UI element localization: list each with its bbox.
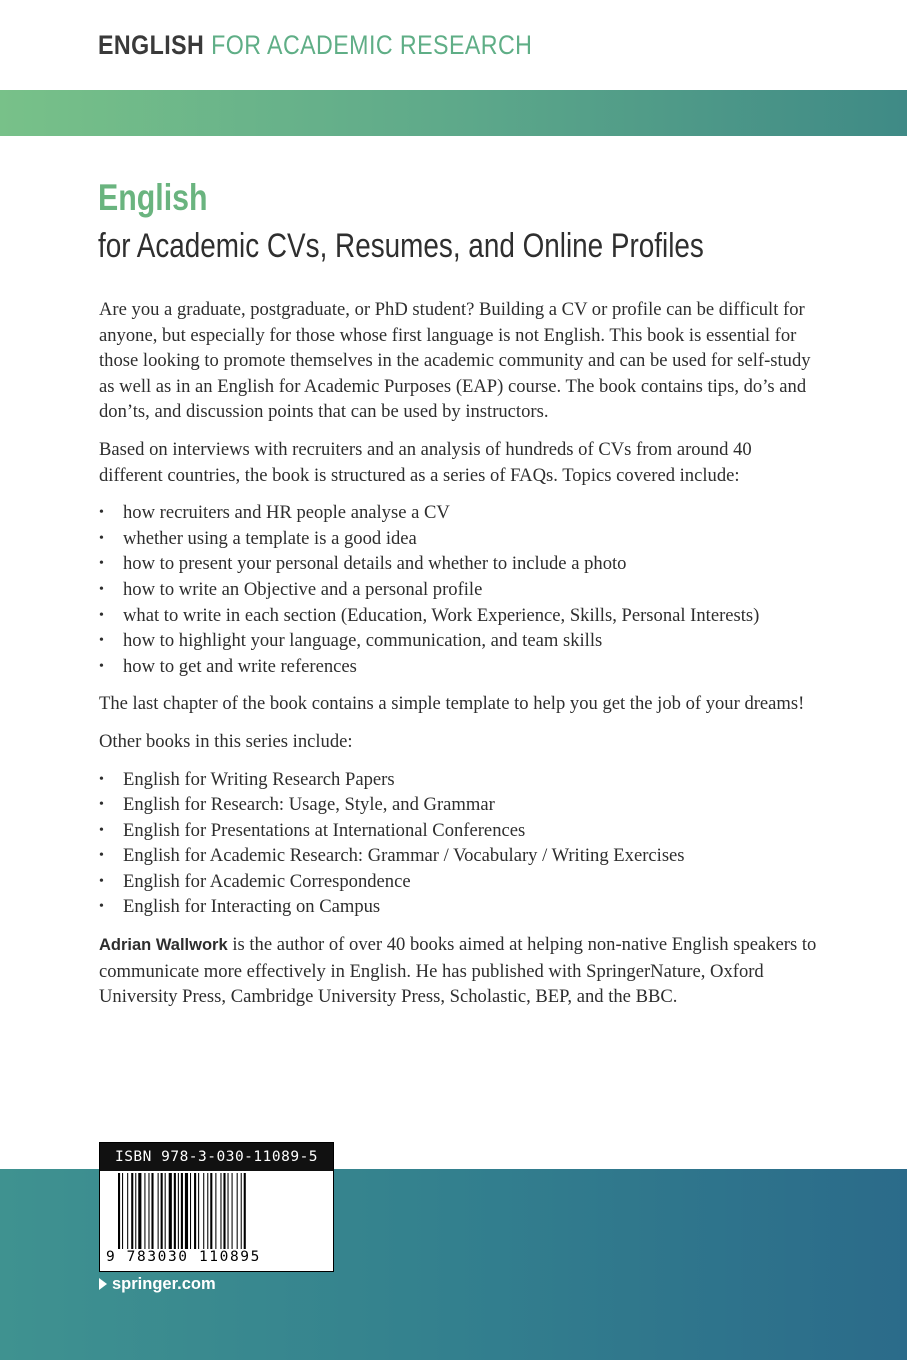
series-word-rest: FOR ACADEMIC RESEARCH [211,30,533,60]
list-item: • English for Research: Usage, Style, and Grammar [99,792,819,818]
barcode-bar [241,1173,242,1249]
barcode-bar [244,1173,246,1249]
author-bio-text: is the author of over 40 books aimed at helping non-native English speakers to communicate more effectively in English. He has published with SpringerNature, Oxford University Press, Cambridge University Press, Scholastic, BEP, and the BBC. [99,934,817,1008]
list-item: • how to highlight your language, communication, and team skills [99,628,819,654]
list-item: • English for Interacting on Campus [99,894,819,920]
barcode-bar [122,1173,123,1249]
list-item: • English for Writing Research Papers [99,767,819,793]
barcode-bar [181,1173,183,1249]
book-title: English [98,177,208,218]
other-books-list [99,767,819,921]
top-color-band [0,90,907,136]
topics-list [99,500,819,679]
barcode-bar [138,1173,141,1249]
play-arrow-icon [99,1278,107,1290]
barcode-digits: 9 783030 110895 [106,1249,261,1265]
barcode [99,1142,334,1272]
book-subtitle: for Academic CVs, Resumes, and Online Profiles [98,227,704,265]
author-name: Adrian Wallwork [99,936,228,955]
barcode-bar [237,1173,238,1249]
barcode-bar [232,1173,233,1249]
barcode-bar [144,1173,145,1249]
barcode-bar [215,1173,216,1249]
barcode-bar [131,1173,133,1249]
back-cover-body [99,297,819,1022]
intro-paragraph-2: Based on interviews with recruiters and an analysis of hundreds of CVs from around 40 different countries, the book is structured as a series of FAQs. Topics covered include: [99,438,752,486]
closing-paragraph: The last chapter of the book contains a simple template to help you get the job of your dreams! [99,693,805,715]
intro-paragraph-1: Are you a graduate, postgraduate, or PhD student? Building a CV or profile can be difficult for anyone, but especially for those whose first language is not English. This book is essential for those looking to promote themselves in the academic community and can be used for self-study as well as in an English for Academic Purposes (EAP) course. The book contains tips, do’s and don’ts, and discussion points that can be used by instructors. [99,299,811,423]
barcode-bar [169,1173,172,1249]
isbn-label: ISBN 978-3-030-11089-5 [100,1143,333,1171]
series-header [98,28,532,62]
barcode-bar [207,1173,208,1249]
barcode-bar [161,1173,163,1249]
series-word-english: ENGLISH [98,30,205,60]
barcode-bar [198,1173,199,1249]
list-item: • whether using a template is a good idea [99,526,819,552]
list-item: • how to get and write references [99,654,819,680]
barcode-bar [118,1173,120,1249]
barcode-bars [118,1173,318,1253]
barcode-bar [190,1173,191,1249]
barcode-bar [148,1173,149,1249]
list-item: • how to present your personal details and whether to include a photo [99,551,819,577]
barcode-bar [203,1173,204,1249]
list-item: • English for Presentations at International Conferences [99,818,819,844]
barcode-bar [178,1173,179,1249]
list-item: • how recruiters and HR people analyse a CV [99,500,819,526]
barcode-bar [210,1173,212,1249]
other-books-intro: Other books in this series include: [99,730,353,752]
list-item: • how to write an Objective and a personal profile [99,577,819,603]
barcode-bar [127,1173,128,1249]
barcode-bar [135,1173,136,1249]
author-bio [99,932,819,1010]
barcode-bar [185,1173,188,1249]
barcode-bar [158,1173,159,1249]
list-item: • what to write in each section (Education, Work Experience, Skills, Personal Interests) [99,603,819,629]
barcode-bar [165,1173,166,1249]
barcode-bar [194,1173,196,1249]
barcode-bar [174,1173,176,1249]
publisher-url: springer.com [112,1275,216,1293]
barcode-bar [151,1173,153,1249]
barcode-bar [228,1173,229,1249]
barcode-bar [220,1173,221,1249]
barcode-bar [223,1173,225,1249]
list-item: • English for Academic Correspondence [99,869,819,895]
publisher-link[interactable] [99,1275,216,1294]
list-item: • English for Academic Research: Grammar / Vocabulary / Writing Exercises [99,843,819,869]
